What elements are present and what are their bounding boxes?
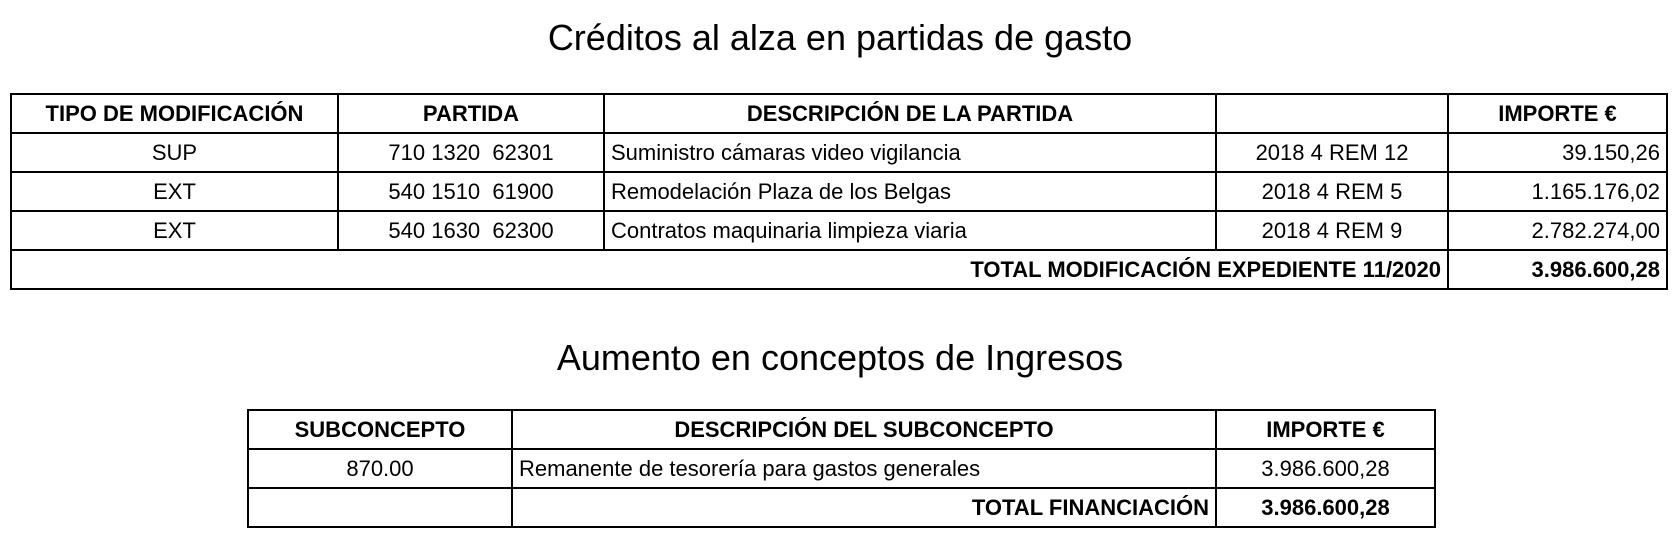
- cell-importe: 1.165.176,02: [1448, 172, 1667, 211]
- gastos-total-row: [11, 250, 1667, 289]
- ingresos-total-label: TOTAL FINANCIACIÓN: [512, 488, 1216, 527]
- cell-tipo: EXT: [11, 172, 338, 211]
- cell-referencia: 2018 4 REM 9: [1216, 211, 1448, 250]
- gastos-table: [10, 93, 1668, 290]
- ingresos-title: Aumento en conceptos de Ingresos: [556, 337, 1124, 378]
- header-importe: IMPORTE €: [1448, 94, 1667, 133]
- cell-importe: 3.986.600,28: [1216, 449, 1435, 488]
- cell-descripcion: Remodelación Plaza de los Belgas: [604, 172, 1216, 211]
- gastos-total-label: TOTAL MODIFICACIÓN EXPEDIENTE 11/2020: [11, 250, 1448, 289]
- header-tipo: TIPO DE MODIFICACIÓN: [11, 94, 338, 133]
- header-subconcepto: SUBCONCEPTO: [248, 410, 512, 449]
- cell-tipo: EXT: [11, 211, 338, 250]
- cell-descripcion: Remanente de tesorería para gastos generales: [512, 449, 1216, 488]
- cell-importe: 39.150,26: [1448, 133, 1667, 172]
- cell-referencia: 2018 4 REM 5: [1216, 172, 1448, 211]
- header-descripcion-subconcepto: DESCRIPCIÓN DEL SUBCONCEPTO: [512, 410, 1216, 449]
- table-row: [248, 449, 1435, 488]
- header-referencia: [1216, 94, 1448, 133]
- gastos-title: Créditos al alza en partidas de gasto: [547, 17, 1133, 58]
- gastos-total-value: 3.986.600,28: [1448, 250, 1667, 289]
- cell-tipo: SUP: [11, 133, 338, 172]
- table-row: [11, 133, 1667, 172]
- ingresos-total-row: [248, 488, 1435, 527]
- cell-importe: 2.782.274,00: [1448, 211, 1667, 250]
- ingresos-table: [247, 409, 1436, 528]
- ingresos-header-row: [248, 410, 1435, 449]
- cell-descripcion: Contratos maquinaria limpieza viaria: [604, 211, 1216, 250]
- header-importe: IMPORTE €: [1216, 410, 1435, 449]
- table-row: [11, 172, 1667, 211]
- cell-subconcepto: 870.00: [248, 449, 512, 488]
- header-partida: PARTIDA: [338, 94, 604, 133]
- cell-referencia: 2018 4 REM 12: [1216, 133, 1448, 172]
- table-row: [11, 211, 1667, 250]
- cell-partida: 540 1510 61900: [338, 172, 604, 211]
- header-descripcion: DESCRIPCIÓN DE LA PARTIDA: [604, 94, 1216, 133]
- cell-partida: 710 1320 62301: [338, 133, 604, 172]
- cell-descripcion: Suministro cámaras video vigilancia: [604, 133, 1216, 172]
- ingresos-total-empty: [248, 488, 512, 527]
- cell-partida: 540 1630 62300: [338, 211, 604, 250]
- gastos-header-row: [11, 94, 1667, 133]
- ingresos-total-value: 3.986.600,28: [1216, 488, 1435, 527]
